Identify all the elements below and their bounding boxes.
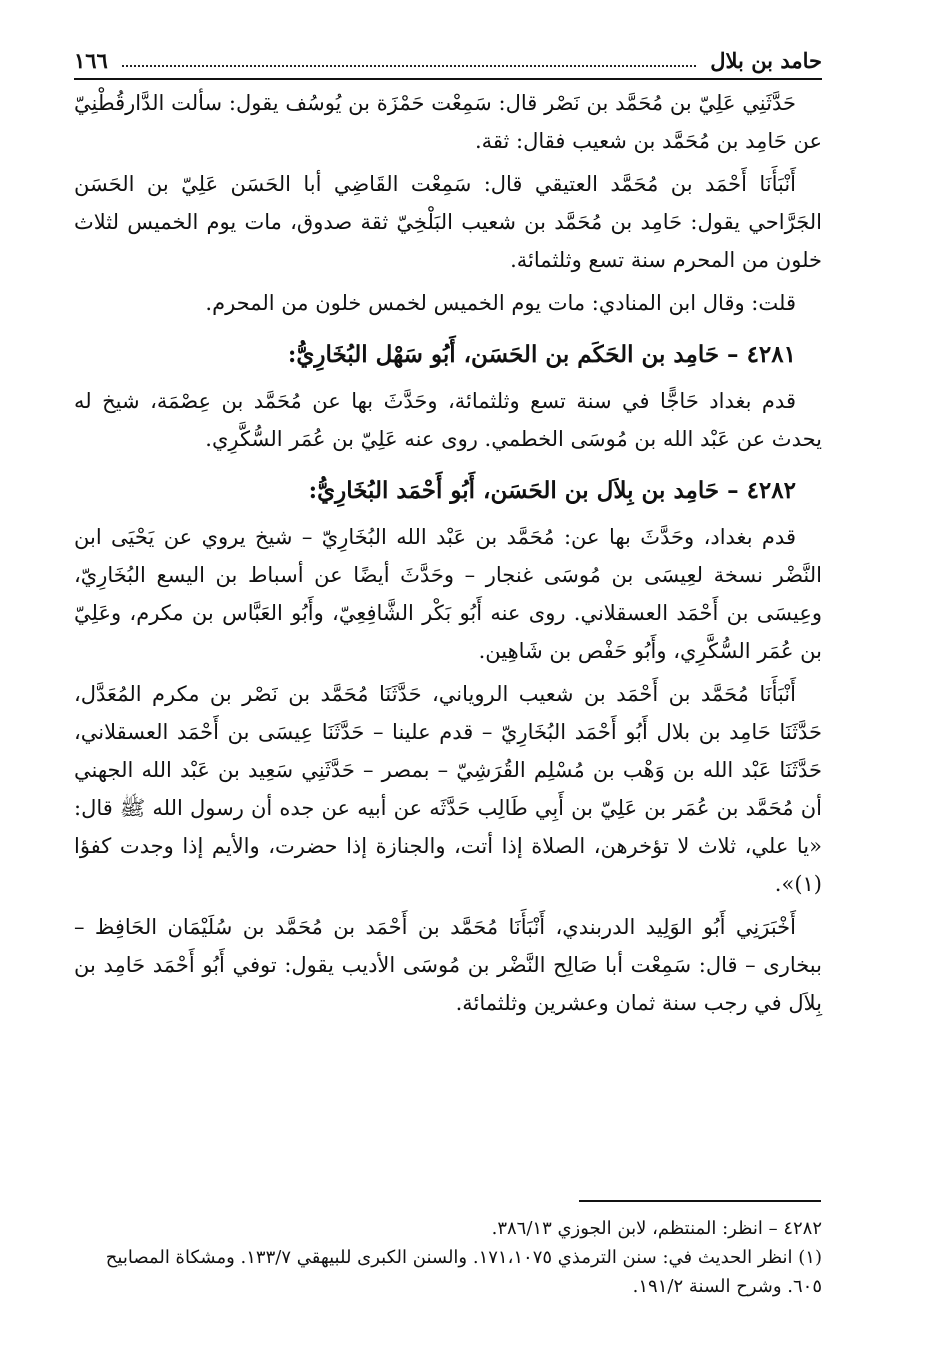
- entry-4282-title: ٤٢٨٢ – حَامِد بن بِلاَل بن الحَسَن، أَبُو أَحْمَد البُخَارِيُّ:: [308, 477, 796, 504]
- page-number: ١٦٦: [74, 47, 108, 73]
- running-title: حامد بن بلال: [710, 47, 822, 73]
- main-text: [74, 84, 822, 1027]
- paragraph-3: قلت: وقال ابن المنادي: مات يوم الخميس لخمس خلون من المحرم.: [205, 291, 796, 315]
- paragraph-2: أَنْبَأَنَا أَحْمَد بن مُحَمَّد العتيقي قال: سَمِعْت القَاضِي أبا الحَسَن عَلِيّ بن الحَسَن الجَرَّاحي يقول: حَامِد بن مُحَمَّد بن شعيب البَلْخِيّ ثقة صدوق، مات يوم الخميس لثلاث خلون من المحرم سنة تسع وثلثمائة.: [74, 172, 822, 272]
- footnote-1: (١) انظر الحديث في: سنن الترمذي ١٧١،١٠٧٥. والسنن الكبرى للبيهقي ١٣٣/٧. ومشكاة المصابيح ٦٠٥. وشرح السنة ١٩١/٢.: [105, 1247, 822, 1297]
- entry-4281-text: قدم بغداد حَاجًّا في سنة تسع وثلثمائة، وحَدَّثَ بها عن مُحَمَّد بن عِصْمَة، شيخ له يحدث عن عَبْد الله بن مُوسَى الخطمي. روى عنه عَلِيّ بن عُمَر السُّكَّرِي.: [74, 389, 822, 451]
- entry-4281-title: ٤٢٨١ – حَامِد بن الحَكَم بن الحَسَن، أَبُو سَهْل البُخَارِيُّ:: [287, 341, 796, 368]
- page-header: [74, 42, 822, 80]
- entry-4282-paragraph-2: أَنْبَأَنَا مُحَمَّد بن أَحْمَد بن شعيب الروياني، حَدَّثَنَا مُحَمَّد بن نَصْر بن مكرم المُعَدَّل، حَدَّثَنَا حَامِد بن بلال أَبُو أَحْمَد البُخَارِيّ – قدم علينا – حَدَّثَنَا عِيسَى بن أَحْمَد العسقلاني، حَدَّثَنَا عَبْد الله بن وَهْب بن مُسْلِم القُرَشِيّ – بمصر – حَدَّثَنِي سَعِيد بن عَبْد الله الجهني أن مُحَمَّد بن عُمَر بن عَلِيّ بن أَبِي طَالِب حَدَّثَه عن أبيه عن جده أن رسول الله ﷺ قال: «يا علي، ثلاث لا تؤخرهن، الصلاة إذا أتت، والجنازة إذا حضرت، والأيم إذا وجدت كفؤا (١)».: [74, 682, 822, 896]
- footnote-entry-4282: ٤٢٨٢ – انظر: المنتظم، لابن الجوزي ٣٨٦/١٣.: [491, 1218, 822, 1239]
- entry-4282-paragraph-1: قدم بغداد، وحَدَّثَ بها عن: مُحَمَّد بن عَبْد الله البُخَارِيّ – شيخ يروي عن يَحْيَى ابن النَّضْر نسخة لعِيسَى بن مُوسَى غنجار – وحَدَّثَ أيضًا عن أسباط بن اليسع البُخَارِيّ، وعِيسَى بن أَحْمَد العسقلاني. روى عنه أَبُو بَكْر الشَّافِعِيّ، وأَبُو العَبَّاس بن مكرم، وعَلِيّ بن عُمَر السُّكَّرِي، وأَبُو حَفْص بن شَاهِين.: [74, 525, 822, 663]
- footnote-separator: [579, 1200, 821, 1202]
- entry-4282-paragraph-3: أَخْبَرَنِي أَبُو الوَلِيد الدربندي، أَنْبَأَنَا مُحَمَّد بن أَحْمَد بن مُحَمَّد بن سُلَيْمَان الحَافِظ – ببخارى – قال: سَمِعْت أبا صَالِح النَّضْر بن مُوسَى الأديب يقول: توفي أَبُو أَحْمَد حَامِد بن بِلاَل في رجب سنة ثمان وعشرين وثلثمائة.: [74, 915, 822, 1015]
- paragraph-1: حَدَّثَنِي عَلِيّ بن مُحَمَّد بن نَصْر قال: سَمِعْت حَمْزَة بن يُوسُف يقول: سألت الدَّارقُطْنِيّ عن حَامِد بن مُحَمَّد بن شعيب فقال: ثقة.: [74, 91, 822, 153]
- footnotes: [74, 1214, 822, 1301]
- header-leader-dots: [122, 53, 696, 67]
